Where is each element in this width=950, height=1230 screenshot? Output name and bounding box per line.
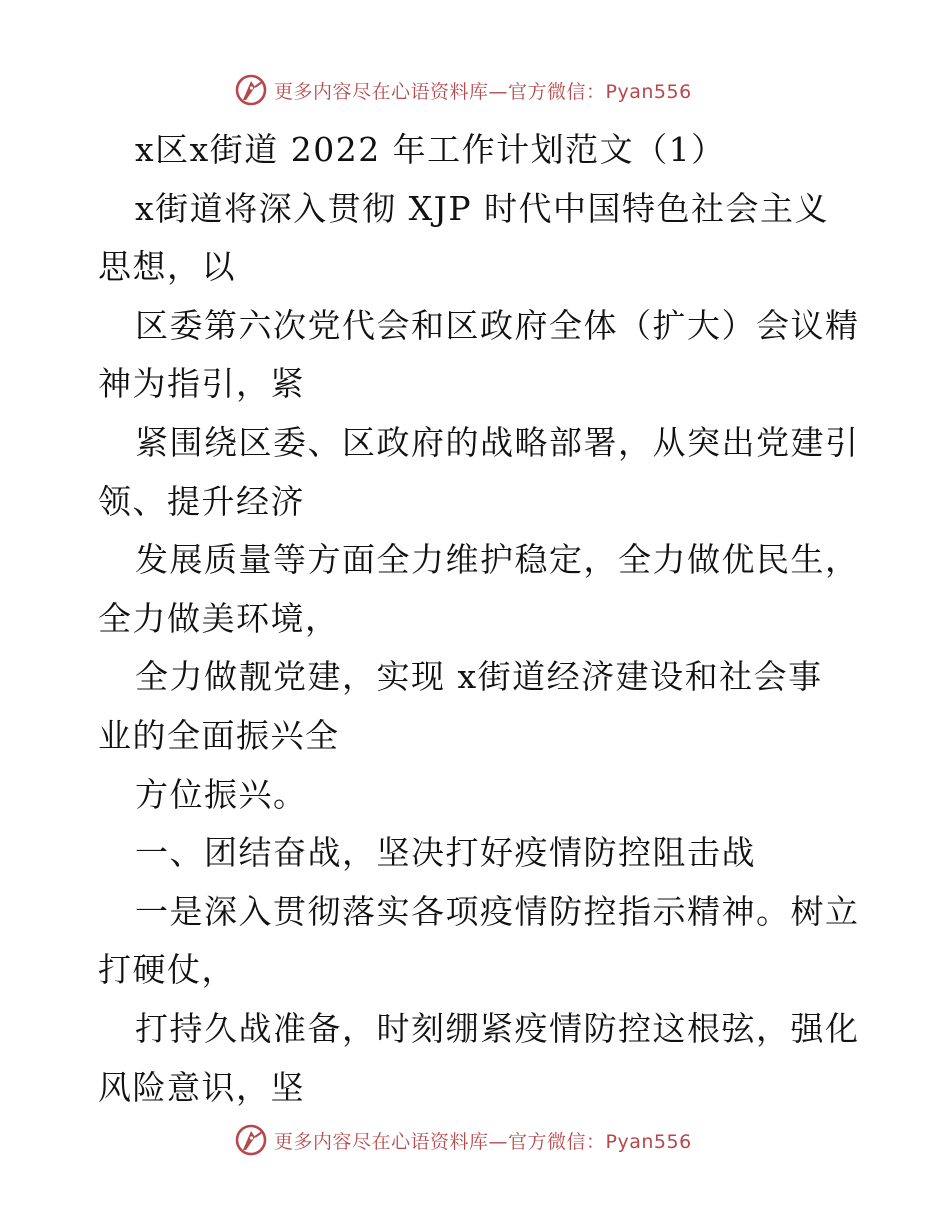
text-line: 风险意识，坚 bbox=[98, 1067, 305, 1107]
pen-nib-circle-icon bbox=[234, 1123, 268, 1157]
watermark-text: 更多内容尽在心语资料库—官方微信：Pyan556 bbox=[274, 80, 692, 103]
document-body bbox=[98, 121, 858, 1117]
text-line: 全力做美环境， bbox=[98, 598, 340, 638]
text-line: 紧围绕区委、区政府的战略部署，从突出党建引 bbox=[135, 422, 860, 462]
text-line: 打持久战准备，时刻绷紧疫情防控这根弦，强化 bbox=[135, 1008, 860, 1048]
text-line: 一是深入贯彻落实各项疫情防控指示精神。树立 bbox=[135, 891, 860, 931]
text-line: 全力做靓党建，实现 x街道经济建设和社会事 bbox=[135, 657, 823, 697]
pen-nib-circle-icon bbox=[234, 73, 268, 107]
text-line: 发展质量等方面全力维护稳定，全力做优民生， bbox=[135, 540, 860, 580]
text-line: 打硬仗， bbox=[98, 950, 236, 990]
text-line: 区委第六次党代会和区政府全体（扩大）会议精 bbox=[135, 305, 860, 345]
text-line: 方位振兴。 bbox=[135, 774, 308, 814]
text-line: x街道将深入贯彻 XJP 时代中国特色社会主义 bbox=[135, 188, 830, 228]
footer-watermark-banner bbox=[234, 1122, 692, 1158]
text-line: 业的全面振兴全 bbox=[98, 715, 340, 755]
document-title: x区x街道 2022 年工作计划范文（1） bbox=[135, 130, 726, 169]
section-heading: 一、团结奋战，坚决打好疫情防控阻击战 bbox=[135, 833, 756, 873]
text-line: 神为指引，紧 bbox=[98, 364, 305, 404]
header-watermark-banner bbox=[234, 72, 692, 108]
text-line: 领、提升经济 bbox=[98, 481, 305, 521]
text-line: 思想，以 bbox=[98, 247, 236, 287]
watermark-text: 更多内容尽在心语资料库—官方微信：Pyan556 bbox=[274, 1130, 692, 1153]
